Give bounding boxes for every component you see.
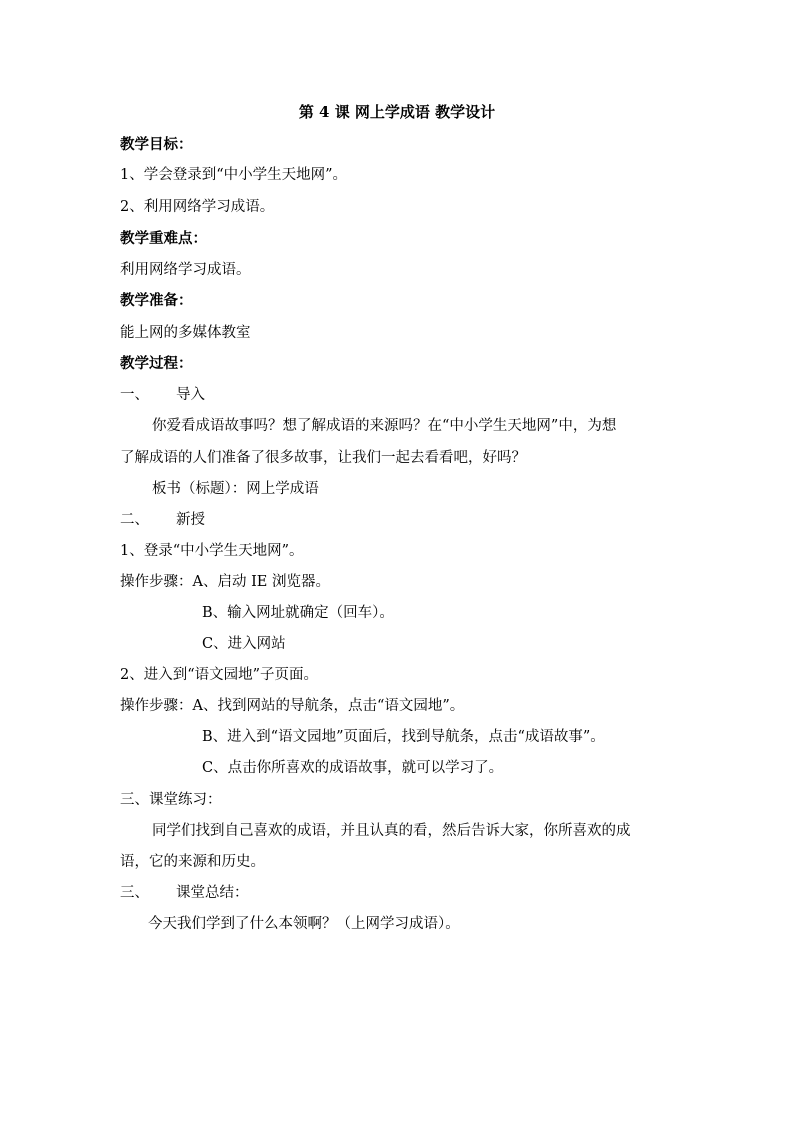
practice-paragraph-line-2: 语，它的来源和历史。 — [120, 854, 265, 870]
section-intro-heading — [120, 383, 690, 407]
summary-text: 今天我们学到了什么本领啊？（上网学习成语）。 — [148, 916, 460, 932]
step2-a: 操作步骤：A、找到网站的导航条，点击“语文园地”。 — [120, 698, 465, 714]
section-number: 一、 — [120, 387, 149, 403]
intro-paragraph-line-2: 了解成语的人们准备了很多故事，让我们一起去看看吧，好吗？ — [120, 450, 526, 466]
section-number: 三、 — [120, 885, 149, 901]
objective-item-1: 1、学会登录到“中小学生天地网”。 — [120, 167, 348, 183]
section-label: 导入 — [176, 387, 205, 403]
page-title: 第 4 课 网上学成语 教学设计 — [298, 103, 496, 121]
objective-item-2: 2、利用网络学习成语。 — [120, 199, 275, 215]
section-new-heading — [120, 508, 690, 532]
step1-b: B、输入网址就确定（回车）。 — [202, 605, 394, 621]
step1-a: 操作步骤：A、启动 IE 浏览器。 — [120, 574, 331, 590]
section-label: 课堂总结： — [176, 885, 249, 901]
intro-paragraph-line-1: 你爱看成语故事吗？想了解成语的来源吗？在“中小学生天地网”中，为想 — [152, 418, 617, 434]
process-heading: 教学过程： — [120, 355, 193, 372]
section-label: 新授 — [176, 512, 205, 528]
step1-c: C、进入网站 — [202, 636, 286, 652]
step1-title: 1、登录“中小学生天地网”。 — [120, 543, 304, 559]
objectives-heading: 教学目标： — [120, 136, 193, 153]
step2-c: C、点击你所喜欢的成语故事，就可以学习了。 — [202, 760, 504, 776]
step2-b: B、进入到“语文园地”页面后，找到导航条，点击“成语故事”。 — [202, 729, 605, 745]
preparation-text: 能上网的多媒体教室 — [120, 325, 251, 341]
preparation-heading: 教学准备： — [120, 292, 193, 309]
practice-heading: 三、课堂练习： — [120, 792, 222, 808]
key-points-heading: 教学重难点： — [120, 230, 207, 247]
step2-title: 2、进入到“语文园地”子页面。 — [120, 667, 319, 683]
practice-paragraph-line-1: 同学们找到自己喜欢的成语，并且认真的看，然后告诉大家，你所喜欢的成 — [152, 823, 631, 839]
section-number: 二、 — [120, 512, 149, 528]
board-title: 板书（标题）：网上学成语 — [152, 481, 319, 497]
key-points-text: 利用网络学习成语。 — [120, 262, 251, 278]
section-summary-heading — [120, 881, 690, 905]
